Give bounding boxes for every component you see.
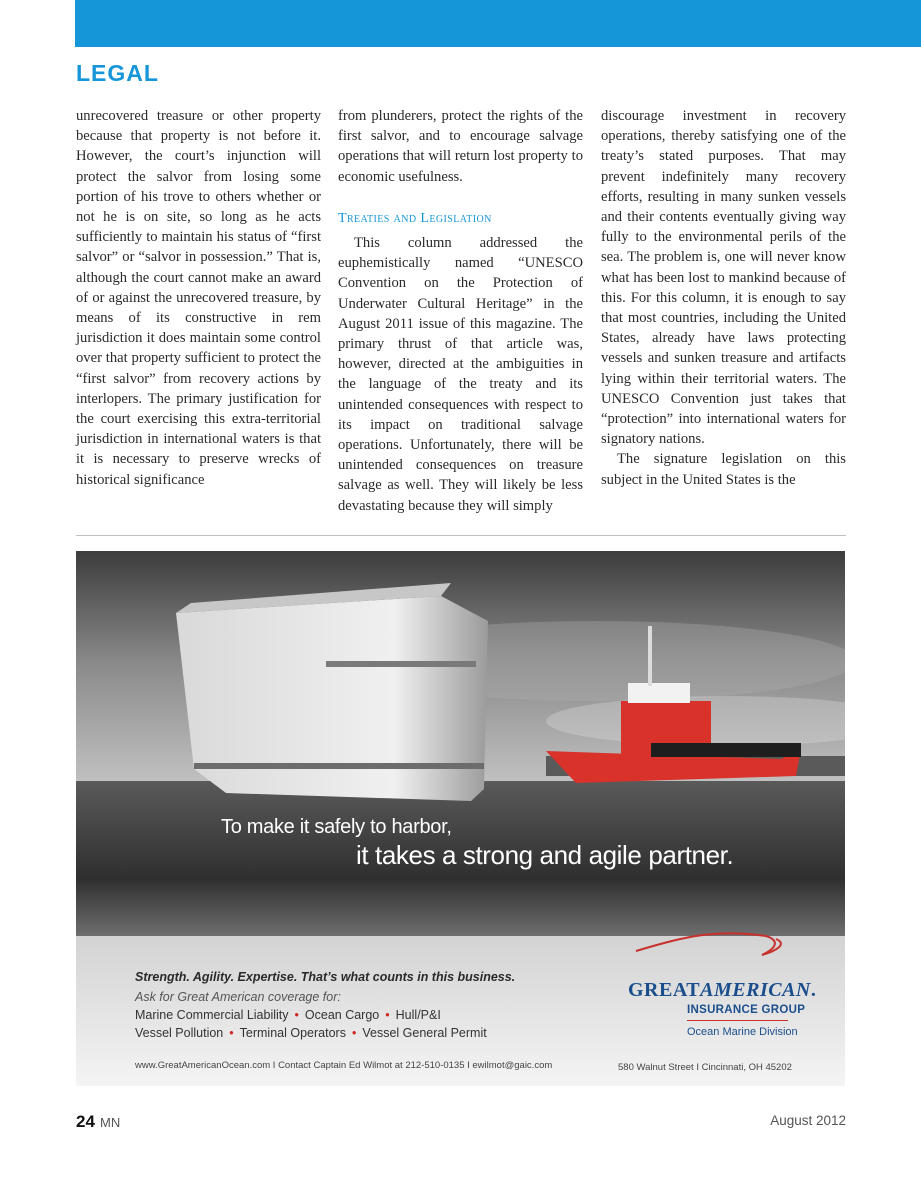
- section-subhead: Treaties and Legislation: [338, 210, 492, 226]
- logo-divider: [687, 1020, 788, 1021]
- logo-division-name: Ocean Marine Division: [687, 1026, 798, 1038]
- bullet-icon: •: [229, 1026, 234, 1040]
- coverage-item: Vessel Pollution: [135, 1026, 224, 1040]
- magazine-abbrev: MN: [100, 1115, 121, 1130]
- logo-word-american: AMERICAN: [700, 979, 811, 1001]
- ad-coverage-row-2: [135, 1026, 487, 1040]
- article-column-2: [338, 106, 583, 516]
- ad-tagline: Strength. Agility. Expertise. That’s what counts in this business.: [135, 970, 516, 984]
- ad-coverage-row-1: [135, 1008, 441, 1022]
- great-american-logo: [628, 979, 816, 1002]
- column3-paragraph: discourage investment in recovery operations, thereby satisfying one of the treaty’s stated purposes. That may prevent indefinitely many recovery efforts, resulting in many sunken vessels and their contents eventually giving way fully to the environmental perils of the sea. The problem is, one will never know what has been lost to mankind because of this. For this column, it is enough to say that most countries, including the United States, already have laws protecting vessels and sunken treasure and artifacts lying within their territorial waters. The UNESCO Convention just takes that “protection” into international waters for signatory nations.: [601, 108, 846, 448]
- article-column-3: [601, 106, 846, 490]
- advertisement: [76, 551, 845, 1086]
- ad-headline-line-2: it takes a strong and agile partner.: [356, 840, 734, 870]
- ad-headline-line-1: To make it safely to harbor,: [221, 816, 452, 838]
- logo-insurance-group: INSURANCE GROUP: [687, 1004, 806, 1016]
- column2-paragraph: from plunderers, protect the rights of the first salvor, and to encourage salvage operations that will return lost property to economic usefulness.: [338, 108, 583, 185]
- section-label: LEGAL: [76, 60, 159, 86]
- coverage-item: Vessel General Permit: [362, 1026, 487, 1040]
- bullet-icon: •: [294, 1008, 299, 1022]
- coverage-item: Terminal Operators: [239, 1026, 346, 1040]
- ad-contact-line: www.GreatAmericanOcean.com I Contact Captain Ed Wilmot at 212-510-0135 I ewilmot@gaic.com: [135, 1060, 553, 1071]
- logo-mark: .: [810, 979, 817, 1001]
- bullet-icon: •: [351, 1026, 357, 1040]
- column2-paragraph-2: This column addressed the euphemistically named “UNESCO Convention on the Protection of Underwater Cultural Heritage” in the August 2011 issue of this magazine. The primary thrust of that article was, however, directed at the ambiguities in the language of the treaty and its unintended consequences with respect to its impact on traditional salvage operations. Unfortunately, there will be unintended consequences on treasure salvage as well. They will likely be less devastating because they will simply: [338, 235, 583, 514]
- page-number: 24: [76, 1112, 95, 1131]
- column3-paragraph-2: The signature legislation on this subject in the United States is the: [601, 451, 846, 488]
- column1-paragraph: unrecovered treasure or other property because that property is not before it. However, the court’s injunction will protect the salvor from losing some portion of his trove to others whether or not he is on site, so long as he acts sufficiently to maintain his status of “first salvor” or “salvor in possession.” That is, although the court cannot make an award of or against the unrecovered treasure, by means of its constructive in rem jurisdiction it does maintain some control over that property sufficient to protect the “first salvor” from recovery actions by interlopers. The primary justification for the court exercising this extra-territorial jurisdiction in international waters is that it is necessary to preserve wrecks of historical significance: [76, 108, 321, 488]
- logo-word-great: GREAT: [628, 979, 701, 1001]
- coverage-item: Marine Commercial Liability: [135, 1008, 289, 1022]
- ad-address: 580 Walnut Street I Cincinnati, OH 45202: [618, 1062, 792, 1073]
- ad-coverage-intro: Ask for Great American coverage for:: [135, 990, 341, 1004]
- coverage-item: Ocean Cargo: [304, 1008, 380, 1022]
- bullet-icon: •: [385, 1008, 390, 1022]
- divider-rule: [76, 535, 846, 536]
- coverage-item: Hull/P&I: [395, 1008, 441, 1022]
- header-color-bar: [75, 0, 921, 47]
- article-column-1: [76, 106, 321, 490]
- issue-date: August 2012: [770, 1113, 846, 1128]
